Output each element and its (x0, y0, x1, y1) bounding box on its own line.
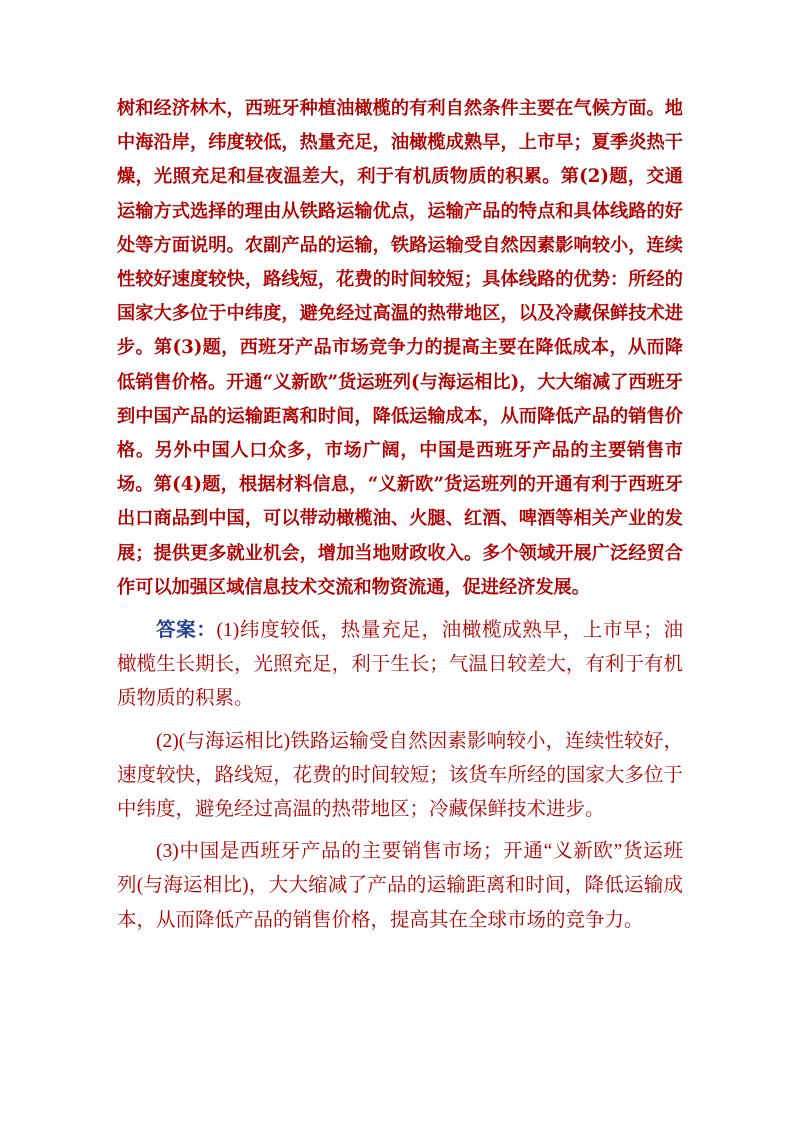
answer-section (117, 614, 683, 938)
answer-item-1 (117, 614, 683, 717)
answer-item-2: (2)(与海运相比)铁路运输受自然因素影响较小，连续性较好，速度较快，路线短，花费的时间较短；该货车所经的国家大多位于中纬度，避免经过高温的热带地区；冷藏保鲜技术进步。 (117, 730, 683, 821)
answer-item-3: (3)中国是西班牙产品的主要销售市场；开通“义新欧”货运班列(与海运相比)，大大缩减了产品的运输距离和时间，降低运输成本，从而降低产品的销售价格，提高其在全球市场的竞争力。 (117, 841, 683, 931)
analysis-paragraph: 树和经济林木，西班牙种植油橄榄的有利自然条件主要在气候方面。地中海沿岸，纬度较低，热量充足，油橄榄成熟早，上市早；夏季炎热干燥，光照充足和昼夜温差大，利于有机质物质的积累。第(2)题，交通运输方式选择的理由从铁路运输优点，运输产品的特点和具体线路的好处等方面说明。农副产品的运输，铁路运输受自然因素影响较小，连续性较好速度较快，路线短，花费的时间较短；具体线路的优势：所经的国家大多位于中纬度，避免经过高温的热带地区，以及冷藏保鲜技术进步。第(3)题，西班牙产品市场竞争力的提高主要在降低成本，从而降低销售价格。开通“义新欧”货运班列(与海运相比)，大大缩减了西班牙到中国产品的运输距离和时间，降低运输成本，从而降低产品的销售价格。另外中国人口众多，市场广阔，中国是西班牙产品的主要销售市场。第(4)题，根据材料信息，“义新欧”货运班列的开通有利于西班牙出口商品到中国，可以带动橄榄油、火腿、红酒、啤酒等相关产业的发展；提供更多就业机会，增加当地财政收入。多个领域开展广泛经贸合作可以加强区域信息技术交流和物资流通，促进经济发展。 (117, 98, 683, 598)
answer-item-1-text: (1)纬度较低，热量充足，油橄榄成熟早，上市早；油橄榄生长期长，光照充足，利于生长；气温日较差大，有利于有机质物质的积累。 (117, 620, 683, 710)
answer-label: 答案： (156, 620, 217, 642)
document-page (117, 92, 683, 946)
